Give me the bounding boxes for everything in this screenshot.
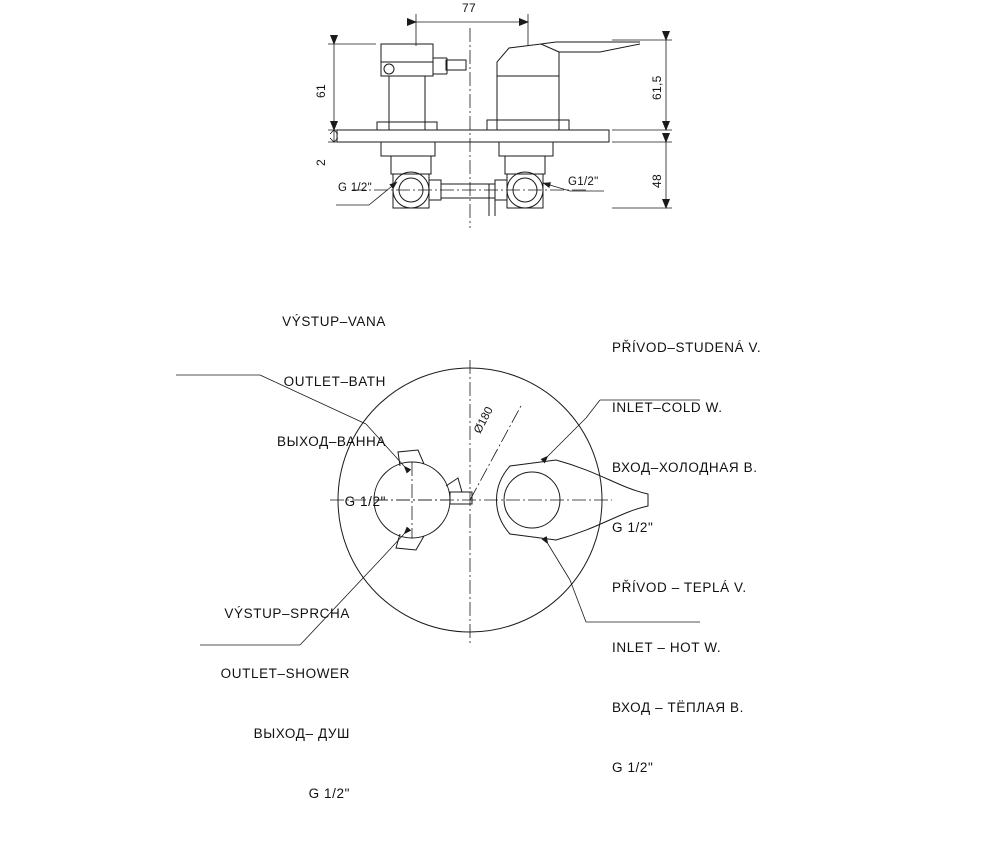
dimension-right-height: 61,5 <box>650 75 664 100</box>
dimension-top-width: 77 <box>462 1 476 15</box>
dimension-right-depth: 48 <box>650 174 664 188</box>
callout-outlet-bath <box>200 272 386 552</box>
callout-inlet-hot <box>612 538 872 818</box>
callout-inlet-hot-line-4: G 1/2" <box>612 760 654 775</box>
callout-outlet-bath-line-3: ВЫХОД–ВАННА <box>276 434 386 449</box>
callout-inlet-cold-line-3: ВХОД–ХОЛОДНАЯ В. <box>612 460 758 475</box>
dimension-left-height: 61 <box>314 84 328 98</box>
diameter-label: Ø180 <box>472 405 496 436</box>
callout-outlet-bath-line-2: OUTLET–BATH <box>283 374 386 389</box>
callout-inlet-hot-line-1: PŘÍVOD – TEPLÁ V. <box>612 580 747 595</box>
callout-outlet-shower-line-1: VÝSTUP–SPRCHA <box>224 606 350 621</box>
callout-inlet-cold-line-2: INLET–COLD W. <box>612 400 723 415</box>
callout-inlet-cold-line-4: G 1/2" <box>612 520 654 535</box>
callout-outlet-shower-line-4: G 1/2" <box>308 786 350 801</box>
callout-outlet-shower-line-2: OUTLET–SHOWER <box>220 666 350 681</box>
callout-inlet-cold <box>612 298 872 578</box>
callout-inlet-hot-line-3: ВХОД – ТЁПЛАЯ В. <box>612 700 745 715</box>
callout-inlet-cold-line-1: PŘÍVOD–STUDENÁ V. <box>612 340 762 355</box>
thread-label-right: G1/2" <box>568 176 599 188</box>
thread-label-left: G 1/2" <box>338 182 373 194</box>
callout-outlet-shower-line-3: ВЫХОД– ДУШ <box>253 726 350 741</box>
callout-outlet-shower <box>160 564 350 844</box>
callout-outlet-bath-line-4: G 1/2" <box>344 494 386 509</box>
dimension-left-plate: 2 <box>314 159 328 166</box>
callout-inlet-hot-line-2: INLET – HOT W. <box>612 640 722 655</box>
callout-outlet-bath-line-1: VÝSTUP–VANA <box>282 314 386 329</box>
